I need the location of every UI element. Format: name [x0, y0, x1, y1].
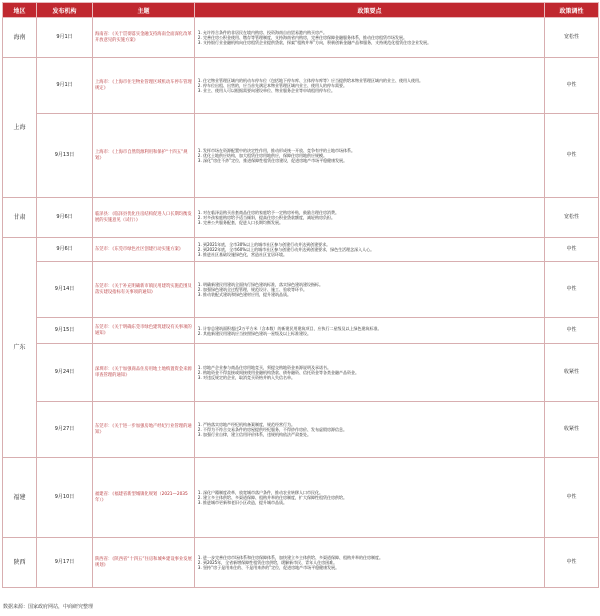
nature-cell: 中性 — [545, 458, 599, 538]
policy-point: 2. 到2025年，全省新增保障性租赁住房供给，缓解新市民、青年人住房困难。 — [203, 560, 542, 565]
date-cell: 9月1日 — [37, 18, 93, 58]
nature-cell: 中性 — [545, 538, 599, 588]
policy-point: 1. 房地产企业参与商品住房用地竞买，须提交购地资金来源说明及承诺书。 — [203, 365, 542, 370]
policy-point: 2. 建立多主体供给、多渠道保障、租购并举的住房制度，扩大保障性租赁住房供给。 — [203, 495, 542, 500]
policy-point: 2. 其他新建民用建筑应当按照绿色建筑一星级及以上标准建设。 — [203, 331, 542, 336]
header-region: 地区 — [3, 3, 37, 18]
policy-point: 2. 加强绿色建筑全过程管理，规范设计、施工、验收等环节。 — [203, 287, 542, 292]
policy-point: 3. 推动装配式建筑和绿色建材应用，提升建筑品质。 — [203, 292, 542, 297]
policy-point: 3. 加强行业自律，建立信用评价体系，违规机构依法严肃查处。 — [203, 432, 542, 437]
policy-point: 3. 对违反规定的企业，取消竞买资格并纳入失信名单。 — [203, 375, 542, 380]
date-cell: 9月13日 — [37, 114, 93, 198]
subject-cell: 深圳市：《关于加强商品住房用地土地购置资金来源审查管理的通知》 — [93, 344, 195, 402]
points-cell — [195, 262, 545, 318]
points-cell — [195, 344, 545, 402]
points-cell — [195, 58, 545, 114]
date-cell: 9月17日 — [37, 538, 93, 588]
policy-point: 1. 到2021年底，全市30%以上的城市社区参与创建行动并达到创建要求。 — [203, 242, 542, 247]
subject-cell: 东莞市：《关于明确东莞市绿色建筑建设有关事项的通知》 — [93, 318, 195, 344]
subject-cell: 东莞市：《关于进一步加强房地产经纪行业管理的通知》 — [93, 402, 195, 458]
table-header-row — [3, 3, 599, 18]
points-cell — [195, 538, 545, 588]
date-cell: 9月14日 — [37, 262, 93, 318]
policy-point: 1. 严格落实房地产经纪机构备案制度，规范经营行为。 — [203, 422, 542, 427]
subject-cell: 上海市：《上海市自然资源利用和保护“十四五”规划》 — [93, 114, 195, 198]
policy-point: 1. 明确新建民用建筑全面执行绿色建筑标准，落实绿色建筑建设指标。 — [203, 282, 542, 287]
points-cell — [195, 318, 545, 344]
date-cell: 9月6日 — [37, 198, 93, 238]
table-row — [3, 402, 599, 458]
table-row — [3, 18, 599, 58]
nature-cell: 收紧性 — [545, 402, 599, 458]
subject-cell: 上海市：《上海市住宅物业管理区域机动车停车管理规定》 — [93, 58, 195, 114]
table-row — [3, 318, 599, 344]
table-row — [3, 538, 599, 588]
policy-point: 2. 不得为不符合交易条件的房屋提供经纪服务，不得炒作房价、发布虚假房源信息。 — [203, 427, 542, 432]
date-cell: 9月10日 — [37, 458, 93, 538]
header-subject: 主题 — [93, 3, 195, 18]
nature-cell: 收紧性 — [545, 344, 599, 402]
points-cell — [195, 402, 545, 458]
policy-table — [2, 2, 599, 588]
nature-cell: 中性 — [545, 318, 599, 344]
nature-cell: 中性 — [545, 262, 599, 318]
nature-cell: 宽松性 — [545, 18, 599, 58]
nature-cell: 中性 — [545, 238, 599, 262]
date-cell: 9月27日 — [37, 402, 93, 458]
subject-cell: 海南省：《关于贯彻落实金融支持海南全面深化改革开放意见的实施方案》 — [93, 18, 195, 58]
region-cell: 福建 — [3, 458, 37, 538]
subject-cell: 陕西省：《陕西省“十四五”住房和城乡建设事业发展规划》 — [93, 538, 195, 588]
table-row — [3, 262, 599, 318]
region-cell: 上海 — [3, 58, 37, 198]
subject-cell: 临泽县：《临泽县优化住房结构促进人口长期均衡发展的实施意见（试行）》 — [93, 198, 195, 238]
date-cell: 9月1日 — [37, 58, 93, 114]
region-cell: 甘肃 — [3, 198, 37, 238]
table-row — [3, 238, 599, 262]
header-institution: 发布机构 — [37, 3, 93, 18]
policy-point: 1. 发挥市场在资源配置中的决定性作用，推动形成统一开放、竞争有序的土地市场体系。 — [203, 148, 542, 153]
policy-point: 2. 购地资金不得直接或间接使用金融机构贷款、债券融资、信托资金等各类金融产品资金。 — [203, 370, 542, 375]
policy-point: 1. 计容总建筑面积超过2万平方米（含本数）的新建民用建筑项目，应执行二星级及以上绿色建筑标准。 — [203, 326, 542, 331]
region-cell: 海南 — [3, 18, 37, 58]
data-source-note: 数据来源：国家政府网站，中商研究整理 — [3, 604, 94, 610]
nature-cell: 宽松性 — [545, 198, 599, 238]
policy-point: 3. 坚持“房子是用来住的、不是用来炒的”定位，促进房地产市场平稳健康发展。 — [203, 565, 542, 570]
header-points: 政策要点 — [195, 3, 545, 18]
policy-point: 3. 推进城市更新和老旧小区改造，提升城市品质。 — [203, 500, 542, 505]
date-cell: 9月6日 — [37, 238, 93, 262]
points-cell — [195, 18, 545, 58]
region-cell: 陕西 — [3, 538, 37, 588]
policy-point: 3. 推进社区基础设施绿色化，营造社区宜居环境。 — [203, 252, 542, 257]
points-cell — [195, 238, 545, 262]
nature-cell: 中性 — [545, 114, 599, 198]
points-cell — [195, 198, 545, 238]
nature-cell: 中性 — [545, 58, 599, 114]
policy-point: 3. 支持银行业金融机构向住房租赁企业提供贷款，探索“租购并举”方向，积极创新金融产品和服务，支持规范化租赁住房企业发展。 — [203, 40, 542, 45]
subject-cell: 东莞市：《关于补充明确新市镇民用建筑实施范围及落实建设指标有关事项的通知》 — [93, 262, 195, 318]
table-row — [3, 458, 599, 538]
table-row — [3, 344, 599, 402]
points-cell — [195, 114, 545, 198]
policy-point: 3. 深化“房住不炒”定位，推进保障性租赁住房建设，促进房地产市场平稳健康发展。 — [203, 158, 542, 163]
policy-point: 2. 完善住房公积金使用、缴存等管理制度，支持海南省内购房，完善住房保障金融服务体系，推动住房租赁市场发展。 — [203, 35, 542, 40]
policy-point: 1. 住宅物业管理区域内的机动车停车位（包括地下停车库、立体停车库等）应当提供给本物业管理区域内的业主、使用人使用。 — [203, 78, 542, 83]
policy-point: 2. 到2022年底，全市60%以上的城市社区参与创建行动并达到创建要求，绿色生活理念深入人心。 — [203, 247, 542, 252]
policy-point: 3. 完善公共服务配套，促进人口长期均衡发展。 — [203, 220, 542, 225]
policy-point: 1. 对在临泽县购买首套商品住房的家庭给予一定购房补贴，鼓励合理住房消费。 — [203, 210, 542, 215]
subject-cell: 东莞市：《东莞市绿色社区创建行动实施方案》 — [93, 238, 195, 262]
table-row — [3, 58, 599, 114]
policy-point: 1. 允许符合条件的非居民在境内购房、投资海南自由贸易港内购买房产。 — [203, 30, 542, 35]
region-cell: 广东 — [3, 238, 37, 458]
date-cell: 9月24日 — [37, 344, 93, 402]
policy-point: 1. 深化户籍制度改革，放宽城市落户条件，推动农业转移人口市民化。 — [203, 490, 542, 495]
policy-point: 2. 优化土地供应结构，加大租赁住房用地供应，保障住房用地供应规模。 — [203, 153, 542, 158]
subject-cell: 福建省：《福建省新型城镇化规划（2021—2035年）》 — [93, 458, 195, 538]
points-cell — [195, 458, 545, 538]
header-nature: 政策调性 — [545, 3, 599, 18]
policy-point: 1. 进一步完善住房市场体系和住房保障体系，加快建立多主体供给、多渠道保障、租购并举的住房制度。 — [203, 555, 542, 560]
table-row — [3, 198, 599, 238]
date-cell: 9月15日 — [37, 318, 93, 344]
policy-point: 2. 停车位出租、出售的，应当首先满足本物业管理区域内业主、使用人的停车需要。 — [203, 83, 542, 88]
policy-point: 3. 业主、使用人可以根据需要向建设单位、物业服务企业等申请租用停车位。 — [203, 88, 542, 93]
table-row — [3, 114, 599, 198]
policy-point: 2. 对多孩家庭购房给予适当倾斜，提高住房公积金贷款额度，减轻购房负担。 — [203, 215, 542, 220]
